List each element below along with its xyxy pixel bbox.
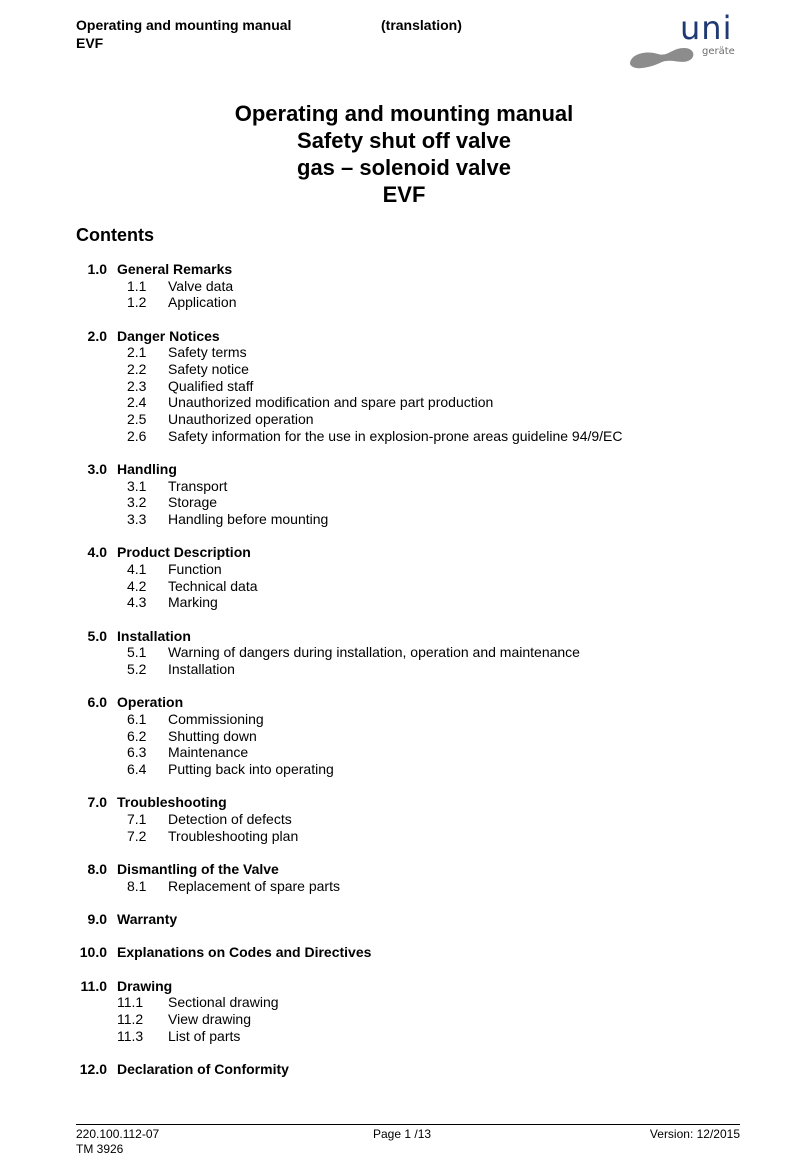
- toc-section-number: 10.0: [79, 944, 107, 961]
- toc-subsection-title: Marking: [168, 594, 218, 611]
- toc-section-number: 2.0: [87, 327, 107, 344]
- toc-subsection-title: Unauthorized operation: [168, 411, 314, 428]
- toc-subsection-row: [0, 478, 808, 495]
- toc-subsection-number: 1.2: [127, 294, 147, 311]
- toc-subsection-title: Safety information for the use in explosion-prone areas guideline 94/9/EC: [168, 427, 623, 444]
- toc-subsection-title: Installation: [168, 661, 235, 678]
- toc-subsection-title: Storage: [168, 494, 218, 511]
- toc-subsection-number: 2.5: [127, 411, 147, 428]
- toc-subsection-row: [0, 761, 808, 778]
- table-of-contents: [0, 261, 808, 1094]
- toc-section-row: [0, 978, 808, 995]
- toc-section-row: [0, 328, 808, 345]
- toc-section-row: [0, 911, 808, 928]
- toc-section-row: [0, 544, 808, 561]
- toc-subsection-title: Application: [168, 294, 237, 311]
- header-translation-note: (translation): [381, 17, 462, 33]
- toc-subsection-title: Function: [168, 561, 222, 578]
- toc-subsection-number: 6.3: [127, 744, 147, 761]
- toc-section: [0, 944, 808, 961]
- toc-section: [0, 261, 808, 311]
- contents-heading: Contents: [76, 225, 154, 245]
- toc-subsection-row: [0, 361, 808, 378]
- toc-subsection-number: 11.1: [117, 994, 144, 1011]
- toc-subsection-number: 3.3: [127, 511, 147, 528]
- toc-section: [0, 861, 808, 894]
- toc-subsection-number: 2.2: [127, 361, 147, 378]
- toc-section-title: Explanations on Codes and Directives: [117, 944, 372, 961]
- toc-subsection-title: Transport: [168, 477, 228, 494]
- toc-subsection-title: Detection of defects: [168, 811, 292, 828]
- toc-subsection-row: [0, 561, 808, 578]
- toc-subsection-row: [0, 294, 808, 311]
- toc-subsection-row: [0, 344, 808, 361]
- toc-section: [0, 1061, 808, 1078]
- toc-subsection-title: View drawing: [168, 1011, 252, 1027]
- toc-subsection-number: 7.1: [127, 811, 147, 828]
- footer-doc-number: 220.100.112-07: [76, 1127, 160, 1141]
- toc-section-title: General Remarks: [117, 261, 233, 277]
- toc-subsection-number: 4.2: [127, 577, 147, 594]
- logo-wordmark: uni: [680, 9, 733, 47]
- title-line-3: gas – solenoid valve: [297, 155, 511, 180]
- toc-subsection-title: Unauthorized modification and spare part production: [168, 394, 494, 411]
- toc-subsection-title: Maintenance: [168, 744, 249, 761]
- toc-section-row: [0, 261, 808, 278]
- toc-section: [0, 978, 808, 1045]
- toc-subsection-title: Safety notice: [168, 361, 249, 378]
- toc-subsection-number: 7.2: [127, 827, 147, 844]
- toc-subsection-row: [0, 994, 808, 1011]
- toc-section-row: [0, 461, 808, 478]
- toc-section-title: Drawing: [117, 977, 173, 994]
- toc-section-number: 1.0: [87, 261, 107, 277]
- toc-section-number: 12.0: [79, 1060, 107, 1077]
- toc-section-number: 9.0: [87, 911, 107, 928]
- toc-subsection-title: List of parts: [168, 1027, 241, 1044]
- toc-subsection-row: [0, 811, 808, 828]
- toc-section-number: 3.0: [87, 461, 107, 478]
- toc-subsection-title: Sectional drawing: [168, 994, 279, 1011]
- toc-subsection-title: Warning of dangers during installation, operation and maintenance: [168, 644, 580, 661]
- title-line-1: Operating and mounting manual: [234, 101, 574, 126]
- header-model: EVF: [76, 35, 104, 51]
- toc-subsection-title: Handling before mounting: [168, 511, 329, 528]
- toc-subsection-number: 6.4: [127, 761, 147, 778]
- toc-section-title: Handling: [117, 461, 177, 478]
- toc-subsection-number: 11.2: [117, 1011, 144, 1027]
- toc-subsection-title: Safety terms: [168, 344, 247, 361]
- toc-section-title: Operation: [117, 694, 184, 711]
- toc-section-title: Declaration of Conformity: [117, 1060, 289, 1077]
- toc-section: [0, 911, 808, 928]
- toc-section-title: Danger Notices: [117, 327, 220, 344]
- toc-section-number: 11.0: [80, 977, 107, 994]
- toc-subsection-row: [0, 878, 808, 895]
- toc-subsection-row: [0, 494, 808, 511]
- toc-section: [0, 694, 808, 777]
- header-manual-title: Operating and mounting manual: [76, 17, 292, 33]
- toc-section-row: [0, 694, 808, 711]
- toc-section-title: Installation: [117, 627, 191, 644]
- toc-section: [0, 628, 808, 678]
- logo-subtext: geräte: [702, 46, 735, 57]
- toc-subsection-number: 3.2: [127, 494, 147, 511]
- toc-subsection-number: 4.3: [127, 594, 147, 611]
- toc-subsection-row: [0, 1011, 808, 1028]
- toc-subsection-number: 2.6: [127, 427, 147, 444]
- toc-subsection-row: [0, 378, 808, 395]
- toc-subsection-row: [0, 278, 808, 295]
- footer-left: [76, 1127, 159, 1157]
- toc-subsection-number: 3.1: [127, 477, 147, 494]
- toc-subsection-number: 5.1: [127, 644, 147, 661]
- toc-section-number: 4.0: [87, 544, 107, 561]
- toc-section-number: 5.0: [87, 627, 107, 644]
- toc-subsection-row: [0, 711, 808, 728]
- toc-subsection-title: Qualified staff: [168, 377, 254, 394]
- toc-subsection-title: Putting back into operating: [168, 761, 334, 778]
- toc-subsection-number: 5.2: [127, 661, 147, 678]
- toc-section-number: 8.0: [87, 861, 107, 878]
- toc-section-row: [0, 1061, 808, 1078]
- toc-subsection-row: [0, 578, 808, 595]
- toc-subsection-row: [0, 428, 808, 445]
- toc-subsection-row: [0, 644, 808, 661]
- toc-section: [0, 544, 808, 611]
- toc-section-number: 7.0: [87, 794, 107, 811]
- toc-section: [0, 328, 808, 445]
- toc-subsection-number: 6.1: [127, 711, 147, 728]
- title-line-2: Safety shut off valve: [297, 128, 511, 153]
- toc-section: [0, 461, 808, 528]
- toc-subsection-row: [0, 411, 808, 428]
- toc-subsection-number: 2.4: [127, 394, 147, 411]
- toc-section-title: Product Description: [117, 544, 251, 561]
- toc-subsection-row: [0, 728, 808, 745]
- toc-subsection-number: 1.1: [127, 277, 147, 294]
- footer-version: Version: 12/2015: [649, 1127, 740, 1141]
- toc-section-title: Warranty: [117, 911, 178, 928]
- header-left: [76, 16, 291, 52]
- toc-section-title: Troubleshooting: [117, 794, 227, 811]
- toc-subsection-row: [0, 594, 808, 611]
- toc-subsection-title: Technical data: [168, 577, 258, 594]
- footer-divider: [76, 1124, 740, 1125]
- toc-subsection-number: 2.3: [127, 377, 147, 394]
- toc-subsection-row: [0, 828, 808, 845]
- toc-subsection-row: [0, 394, 808, 411]
- toc-subsection-title: Troubleshooting plan: [168, 827, 299, 844]
- toc-subsection-title: Valve data: [168, 277, 234, 294]
- toc-subsection-title: Replacement of spare parts: [168, 877, 340, 894]
- uni-geraete-logo: [628, 9, 740, 74]
- toc-subsection-row: [0, 661, 808, 678]
- toc-subsection-row: [0, 511, 808, 528]
- title-line-4: EVF: [382, 182, 426, 207]
- toc-section: [0, 794, 808, 844]
- toc-subsection-title: Shutting down: [168, 727, 257, 744]
- toc-subsection-number: 6.2: [127, 727, 147, 744]
- toc-subsection-row: [0, 1028, 808, 1045]
- toc-subsection-number: 2.1: [127, 344, 147, 361]
- toc-section-number: 6.0: [87, 694, 107, 711]
- document-title: [0, 100, 808, 208]
- toc-subsection-row: [0, 744, 808, 761]
- toc-section-row: [0, 794, 808, 811]
- toc-subsection-number: 4.1: [127, 561, 147, 578]
- toc-subsection-number: 8.1: [127, 877, 147, 894]
- toc-section-row: [0, 944, 808, 961]
- toc-section-row: [0, 628, 808, 645]
- footer-tm-number: TM 3926: [76, 1142, 124, 1156]
- toc-subsection-title: Commissioning: [168, 711, 264, 728]
- toc-section-title: Dismantling of the Valve: [117, 861, 279, 878]
- footer-page-number: Page 1 /13: [373, 1127, 432, 1141]
- toc-section-row: [0, 861, 808, 878]
- toc-subsection-number: 11.3: [117, 1027, 144, 1044]
